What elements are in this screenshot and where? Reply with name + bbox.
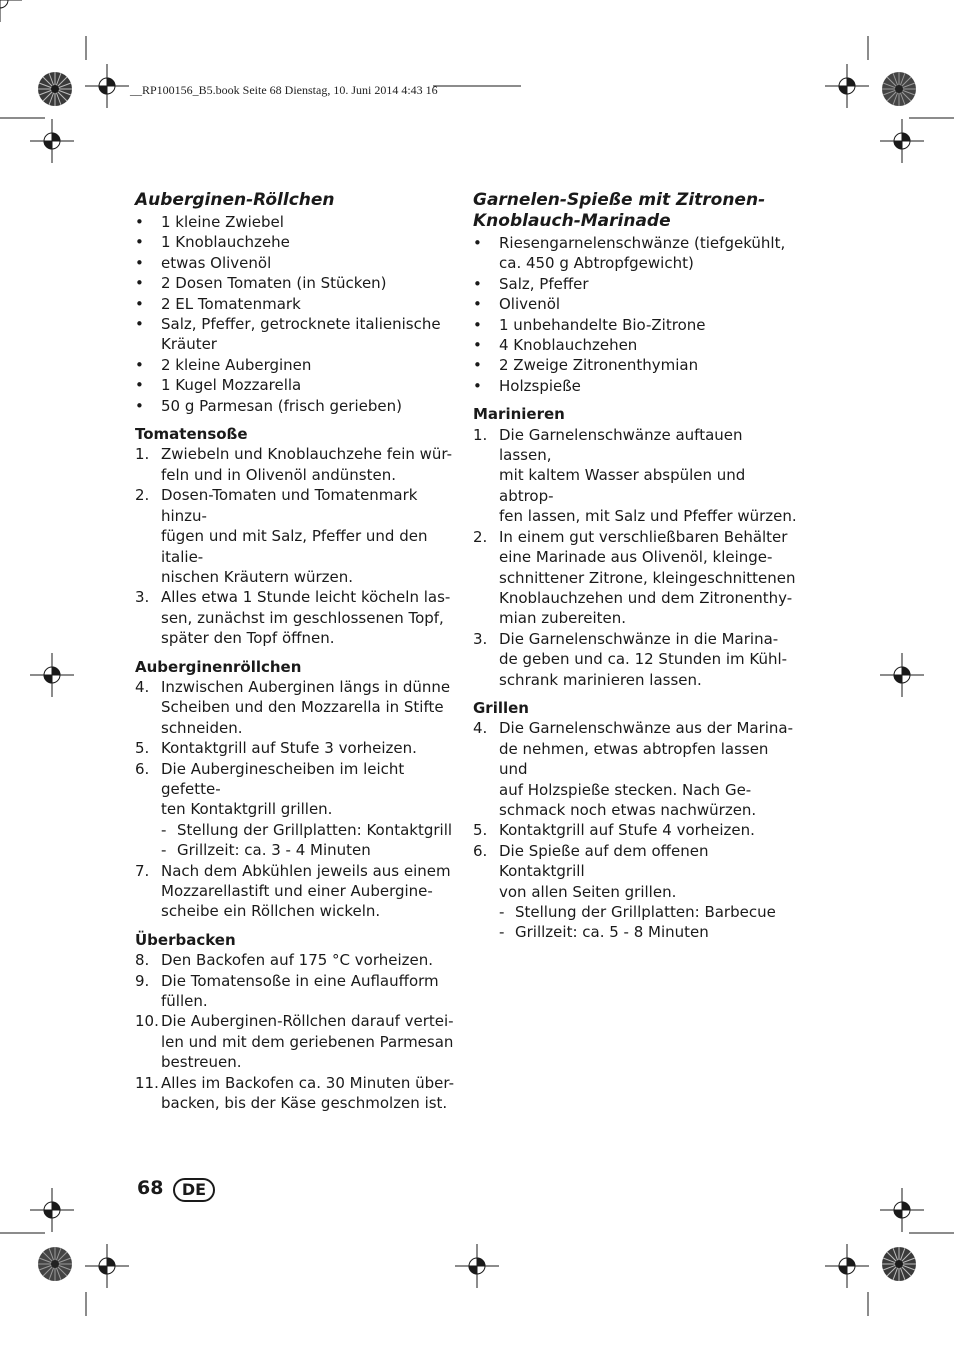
- step-text: Den Backofen auf 175 °C vorheizen.: [161, 951, 434, 970]
- ingredient-text: 1 Knoblauchzehe: [161, 233, 290, 252]
- step-text: Alles im Backofen ca. 30 Minuten über- backen, bis der Käse geschmolzen ist.: [161, 1073, 455, 1113]
- step-item: [473, 820, 798, 840]
- step-item: [473, 718, 798, 820]
- dash-marker: -: [161, 820, 167, 839]
- step-item: [135, 1073, 460, 1114]
- step-number: 2.: [473, 527, 488, 546]
- step-number: 3.: [473, 629, 488, 648]
- sub-item: [161, 820, 460, 840]
- section-heading: Überbacken: [135, 930, 236, 949]
- dash-marker: -: [499, 923, 505, 942]
- step-item: [135, 485, 460, 587]
- step-number: 4.: [473, 719, 488, 738]
- ingredient-item: [135, 212, 460, 232]
- step-number: 5.: [135, 739, 150, 758]
- step-text: Die Garnelenschwänze in die Marina- de geben und ca. 12 Stunden im Kühl- schrank marinieren lassen.: [499, 629, 788, 689]
- step-item: [135, 950, 460, 970]
- ingredient-text: 4 Knoblauchzehen: [499, 336, 638, 355]
- step-list: [135, 950, 460, 1113]
- print-header: __RP100156_B5.book Seite 68 Dienstag, 10. Juni 2014 4:43 16: [130, 83, 438, 97]
- step-item: [473, 629, 798, 690]
- ingredient-list: [473, 233, 798, 396]
- step-list: [473, 718, 798, 942]
- sub-item: [161, 840, 460, 860]
- step-number: 1.: [135, 445, 150, 464]
- bullet: •: [473, 234, 482, 252]
- step-item: [473, 425, 798, 527]
- step-text: In einem gut verschließbaren Behälter eine Marinade aus Olivenöl, kleinge- schnittener Zitrone, kleingeschnittenen Knoblauchzehen und dem Zitronenthy- mian zubereiten.: [499, 527, 796, 628]
- section-heading: Auberginenröllchen: [135, 657, 302, 676]
- bullet: •: [473, 336, 482, 355]
- ingredient-item: [473, 335, 798, 355]
- step-text: Inzwischen Auberginen längs in dünne Scheiben und den Mozzarella in Stifte schneiden.: [161, 677, 451, 737]
- sub-list: [161, 820, 460, 861]
- ingredient-item: [135, 232, 460, 252]
- language-badge: DE: [173, 1178, 215, 1202]
- step-item: [135, 444, 460, 485]
- step-text: Kontaktgrill auf Stufe 4 vorheizen.: [499, 821, 755, 840]
- ingredient-text: etwas Olivenöl: [161, 253, 272, 272]
- step-number: 10.: [135, 1012, 159, 1031]
- sub-item: [499, 922, 798, 942]
- step-text: Alles etwa 1 Stunde leicht köcheln las- sen, zunächst im geschlossenen Topf, später den Topf öffnen.: [161, 588, 451, 648]
- ingredient-text: Riesengarnelenschwänze (tiefgekühlt, ca. 450 g Abtropfgewicht): [499, 234, 786, 273]
- step-number: 6.: [473, 841, 488, 860]
- step-number: 9.: [135, 971, 150, 990]
- bullet: •: [473, 295, 482, 314]
- step-text: Die Tomatensoße in eine Auflaufform füllen.: [161, 971, 439, 1011]
- bullet: •: [135, 315, 144, 334]
- section-heading: Grillen: [473, 698, 529, 717]
- page-number: 68: [137, 1177, 164, 1199]
- step-text: Kontaktgrill auf Stufe 3 vorheizen.: [161, 739, 417, 758]
- bullet: •: [135, 376, 144, 395]
- dash-marker: -: [161, 841, 167, 860]
- step-text: Die Garnelenschwänze aus der Marina- de nehmen, etwas abtropfen lassen und auf Holzspieße stecken. Nach Ge- schmack noch etwas nachwürzen.: [499, 719, 794, 819]
- step-item: [135, 971, 460, 1012]
- bullet: •: [135, 213, 144, 231]
- ingredient-item: [135, 253, 460, 273]
- step-number: 4.: [135, 677, 150, 696]
- ingredient-item: [135, 314, 460, 355]
- section-heading: Marinieren: [473, 405, 565, 424]
- step-text: Zwiebeln und Knoblauchzehe fein wür- feln und in Olivenöl andünsten.: [161, 445, 453, 484]
- step-text: Die Auberginen-Röllchen darauf vertei- len und mit dem geriebenen Parmesan bestreuen.: [161, 1012, 454, 1072]
- bullet: •: [473, 315, 482, 334]
- ingredient-text: Olivenöl: [499, 295, 561, 314]
- step-item: [135, 738, 460, 758]
- step-number: 8.: [135, 951, 150, 970]
- bullet: •: [135, 355, 144, 374]
- ingredient-item: [473, 376, 798, 396]
- dash-marker: -: [499, 903, 505, 921]
- step-text: Die Garnelenschwänze auftauen lassen, mit kaltem Wasser abspülen und abtrop- fen lassen, mit Salz und Pfeffer würzen.: [499, 425, 797, 526]
- step-text: Die Auberginescheiben im leicht gefette- ten Kontaktgrill grillen.: [161, 759, 405, 819]
- ingredient-text: 50 g Parmesan (frisch gerieben): [161, 396, 402, 415]
- ingredient-text: 1 unbehandelte Bio-Zitrone: [499, 315, 706, 334]
- ingredient-item: [135, 355, 460, 375]
- step-item: [135, 1011, 460, 1072]
- ingredient-item: [473, 294, 798, 314]
- bullet: •: [135, 294, 144, 313]
- ingredient-item: [473, 315, 798, 335]
- ingredient-text: 1 kleine Zwiebel: [161, 213, 284, 231]
- recipe-column-right: [473, 190, 798, 943]
- sub-text: Stellung der Grillplatten: Kontaktgrill: [177, 820, 453, 839]
- sub-item: [499, 902, 798, 922]
- step-list: [473, 425, 798, 690]
- ingredient-text: 2 Zweige Zitronenthymian: [499, 356, 699, 375]
- ingredient-item: [473, 355, 798, 375]
- bullet: •: [473, 376, 482, 395]
- ingredient-text: 1 Kugel Mozzarella: [161, 376, 302, 395]
- ingredient-item: [135, 294, 460, 314]
- step-item: [135, 759, 460, 820]
- step-number: 6.: [135, 759, 150, 778]
- step-number: 7.: [135, 861, 150, 880]
- bullet: •: [135, 233, 144, 252]
- sub-list: [499, 902, 798, 943]
- step-number: 2.: [135, 486, 150, 505]
- step-text: Dosen-Tomaten und Tomatenmark hinzu- fügen und mit Salz, Pfeffer und den italie- nischen Kräutern würzen.: [161, 486, 428, 586]
- sub-text: Grillzeit: ca. 5 - 8 Minuten: [515, 923, 709, 942]
- bullet: •: [135, 253, 144, 272]
- step-number: 1.: [473, 425, 488, 444]
- step-number: 5.: [473, 821, 488, 840]
- ingredient-list: [135, 212, 460, 416]
- bullet: •: [473, 356, 482, 375]
- ingredient-text: Salz, Pfeffer: [499, 274, 589, 293]
- step-list: [135, 677, 460, 922]
- section-heading: Tomatensoße: [135, 425, 248, 444]
- step-item: [473, 841, 798, 902]
- recipe-column-left: [135, 190, 460, 1113]
- step-item: [135, 861, 460, 922]
- sub-text: Stellung der Grillplatten: Barbecue: [515, 903, 776, 921]
- ingredient-text: Salz, Pfeffer, getrocknete italienische Kräuter: [161, 315, 441, 354]
- bullet: •: [135, 396, 144, 415]
- ingredient-item: [135, 375, 460, 395]
- step-text: Nach dem Abkühlen jeweils aus einem Mozzarellastift und einer Aubergine- scheibe ein Röllchen wickeln.: [161, 861, 451, 921]
- ingredient-text: Holzspieße: [499, 376, 581, 395]
- ingredient-item: [135, 273, 460, 293]
- sub-text: Grillzeit: ca. 3 - 4 Minuten: [177, 841, 371, 860]
- step-number: 3.: [135, 588, 150, 607]
- ingredient-text: 2 Dosen Tomaten (in Stücken): [161, 274, 387, 293]
- ingredient-text: 2 EL Tomatenmark: [161, 294, 301, 313]
- step-item: [135, 587, 460, 648]
- step-item: [473, 527, 798, 629]
- step-item: [135, 677, 460, 738]
- bullet: •: [473, 274, 482, 293]
- ingredient-item: [135, 396, 460, 416]
- ingredient-item: [473, 274, 798, 294]
- recipe-title: Auberginen-Röllchen: [135, 190, 335, 210]
- step-text: Die Spieße auf dem offenen Kontaktgrill von allen Seiten grillen.: [499, 841, 709, 901]
- bullet: •: [135, 274, 144, 293]
- recipe-title: Garnelen-Spieße mit Zitronen- Knoblauch-Marinade: [473, 190, 766, 231]
- ingredient-text: 2 kleine Auberginen: [161, 355, 312, 374]
- step-number: 11.: [135, 1073, 159, 1092]
- ingredient-item: [473, 233, 798, 274]
- step-list: [135, 444, 460, 648]
